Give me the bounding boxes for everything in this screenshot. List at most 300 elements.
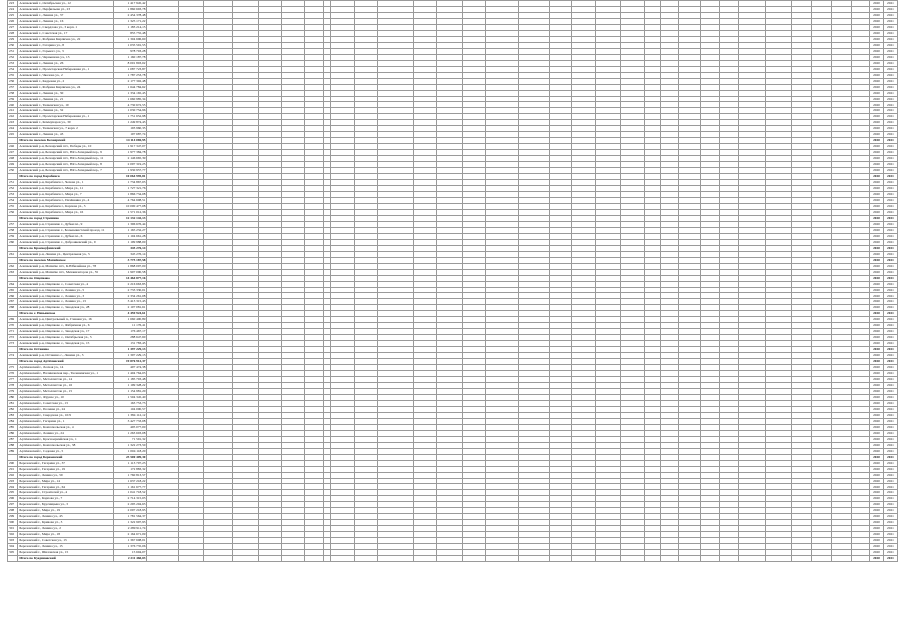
amount-cell xyxy=(549,556,571,562)
year-end-cell: 2021 xyxy=(883,239,897,245)
address-cell: Алапаевский р-н, Центральный п., Главная ул., 16 xyxy=(18,317,114,323)
year-start-cell: 2020 xyxy=(870,394,884,400)
row-number-cell: 241 xyxy=(8,108,18,114)
row-number-cell: 305 xyxy=(8,550,18,556)
address-cell: Итого по Останино xyxy=(18,347,114,353)
year-start-cell: 2020 xyxy=(870,257,884,263)
year-start-cell: 2020 xyxy=(870,36,884,42)
address-cell: Артёмовский г., Фрунзе ул., 10 xyxy=(18,394,114,400)
address-cell: Алапаевский г., Ленина ул., 43 xyxy=(18,132,114,138)
row-number-cell: 249 xyxy=(8,162,18,168)
total-cost-cell: 2 097 319,25 xyxy=(114,162,147,168)
year-start-cell: 2020 xyxy=(870,400,884,406)
total-cost-cell: 1 004 118,20 xyxy=(114,448,147,454)
address-cell: Алапаевский р-н, Ощепково с., Заводская ул., 28 xyxy=(18,305,114,311)
year-end-cell: 2021 xyxy=(883,233,897,239)
year-start-cell: 2020 xyxy=(870,42,884,48)
total-cost-cell: 2 107 081,61 xyxy=(114,305,147,311)
total-cost-cell: 4 459 924,61 xyxy=(114,311,147,317)
total-cost-cell: 3 413 315,43 xyxy=(114,299,147,305)
year-end-cell: 2021 xyxy=(883,359,897,365)
year-start-cell: 2020 xyxy=(870,514,884,520)
year-end-cell: 2021 xyxy=(883,305,897,311)
address-cell: Алапаевский г., Тюменская ул., 10 xyxy=(18,102,114,108)
year-end-cell: 2021 xyxy=(883,186,897,192)
total-cost-cell: 2 295 204,63 xyxy=(114,502,147,508)
year-end-cell: 2021 xyxy=(883,311,897,317)
row-number-cell: 291 xyxy=(8,466,18,472)
total-cost-cell: 1 154 981,20 xyxy=(114,388,147,394)
row-number-cell: 271 xyxy=(8,329,18,335)
total-cost-cell: 1 781 564,37 xyxy=(114,514,147,520)
total-cost-cell: 1 199 988,00 xyxy=(114,239,147,245)
total-cost-cell: 1 760 813,57 xyxy=(114,472,147,478)
total-cost-cell: 19 876 912,37 xyxy=(114,359,147,365)
address-cell: Березовский г., Гагарина ул., 64 xyxy=(18,484,114,490)
address-cell: Алапаевский р-н, Ощепково с., Ленина ул., 13 xyxy=(18,299,114,305)
year-start-cell: 2020 xyxy=(870,281,884,287)
total-cost-cell: 497 474,38 xyxy=(114,365,147,371)
row-number-cell: 264 xyxy=(8,281,18,287)
total-cost-cell: 1 396 676,44 xyxy=(114,221,147,227)
total-cost-cell: 345 276,14 xyxy=(114,245,147,251)
address-cell: Итого по город Стрешино xyxy=(18,215,114,221)
address-cell: Алапаевский г., Горького ул., 3 xyxy=(18,48,114,54)
year-end-cell: 2021 xyxy=(883,263,897,269)
amount-cell xyxy=(720,556,738,562)
address-cell: Артёмовский г., Красноармейская ул., 1 xyxy=(18,436,114,442)
amount-cell xyxy=(766,556,791,562)
address-cell: Алапаевский р-н, Махнёво пгт., К.Юбилейная ул., 78 xyxy=(18,263,114,269)
address-cell: Артёмовский г., Комсомольская ул., 38 xyxy=(18,442,114,448)
year-end-cell: 2021 xyxy=(883,520,897,526)
row-number-cell: 289 xyxy=(8,448,18,454)
row-number-cell xyxy=(8,556,18,562)
year-end-cell: 2021 xyxy=(883,377,897,383)
total-cost-cell: 1 304 696,60 xyxy=(114,36,147,42)
year-end-cell: 2021 xyxy=(883,508,897,514)
row-number-cell: 275 xyxy=(8,365,18,371)
year-end-cell: 2021 xyxy=(883,287,897,293)
year-start-cell: 2020 xyxy=(870,412,884,418)
year-start-cell: 2020 xyxy=(870,269,884,275)
year-end-cell: 2021 xyxy=(883,245,897,251)
year-start-cell: 2020 xyxy=(870,430,884,436)
address-cell: Алапаевский г., Тюменская ул., 7 корп. 2 xyxy=(18,126,114,132)
year-end-cell: 2021 xyxy=(883,317,897,323)
year-end-cell: 2021 xyxy=(883,442,897,448)
row-number-cell: 288 xyxy=(8,442,18,448)
row-number-cell: 298 xyxy=(8,508,18,514)
total-cost-cell: 2 164 671,09 xyxy=(114,532,147,538)
total-cost-cell: 176 467,17 xyxy=(114,329,147,335)
row-number-cell: 228 xyxy=(8,30,18,36)
amount-cell xyxy=(203,556,232,562)
row-number-cell: 267 xyxy=(8,299,18,305)
year-end-cell: 2021 xyxy=(883,526,897,532)
total-cost-cell: 1 041 718,52 xyxy=(114,490,147,496)
amount-cell xyxy=(661,556,678,562)
address-cell: Березовский г., Шиловская ул., 15 xyxy=(18,550,114,556)
address-cell: Березовский г., Брусницына ул., 3 xyxy=(18,502,114,508)
row-number-cell: 265 xyxy=(8,287,18,293)
total-cost-cell: 2 146 665,39 xyxy=(114,156,147,162)
year-start-cell: 2020 xyxy=(870,108,884,114)
year-start-cell: 2020 xyxy=(870,347,884,353)
year-end-cell: 2021 xyxy=(883,412,897,418)
total-cost-cell: 2 454 378,48 xyxy=(114,12,147,18)
year-end-cell: 2021 xyxy=(883,490,897,496)
total-cost-cell: 1 165 232,27 xyxy=(114,227,147,233)
amount-cell xyxy=(463,556,486,562)
year-end-cell: 2021 xyxy=(883,418,897,424)
total-cost-cell: 1 644 784,62 xyxy=(114,84,147,90)
year-end-cell: 2021 xyxy=(883,126,897,132)
year-start-cell: 2020 xyxy=(870,186,884,192)
total-cost-cell: 14 464 877,16 xyxy=(114,275,147,281)
year-start-cell: 2020 xyxy=(870,538,884,544)
row-number-cell: 253 xyxy=(8,192,18,198)
row-number-cell: 232 xyxy=(8,54,18,60)
year-start-cell: 2020 xyxy=(870,221,884,227)
row-number-cell: 287 xyxy=(8,436,18,442)
address-cell: Артёмовский г., Полевая ул., 24 xyxy=(18,406,114,412)
year-start-cell: 2020 xyxy=(870,299,884,305)
total-cost-cell: 495 077,00 xyxy=(114,424,147,430)
address-cell: Алапаевский р-н, Карабинск г., Мира ул., 11 xyxy=(18,186,114,192)
year-end-cell: 2021 xyxy=(883,18,897,24)
year-start-cell: 2020 xyxy=(870,377,884,383)
total-cost-cell: 172 883,32 xyxy=(114,466,147,472)
year-end-cell: 2021 xyxy=(883,496,897,502)
amount-cell xyxy=(354,556,377,562)
total-cost-cell: 71 591,32 xyxy=(114,436,147,442)
address-cell: Алапаевский р-н, Карабинск г., Карпова ул., 3 xyxy=(18,203,114,209)
year-start-cell: 2020 xyxy=(870,150,884,156)
total-cost-cell: 1 325 171,22 xyxy=(114,18,147,24)
row-number-cell: 304 xyxy=(8,544,18,550)
year-start-cell: 2020 xyxy=(870,353,884,359)
address-cell: Алапаевский г., Чкалова ул., 2 xyxy=(18,72,114,78)
amount-cell xyxy=(323,556,330,562)
row-number-cell: 254 xyxy=(8,197,18,203)
amount-cell xyxy=(738,556,766,562)
row-number-cell: 237 xyxy=(8,84,18,90)
year-start-cell: 2020 xyxy=(870,341,884,347)
year-end-cell: 2021 xyxy=(883,66,897,72)
total-cost-cell: 3 427 733,08 xyxy=(114,418,147,424)
row-number-cell: 247 xyxy=(8,150,18,156)
year-start-cell: 2020 xyxy=(870,544,884,550)
total-cost-cell: 1 727 321,76 xyxy=(114,186,147,192)
row-number-cell: 262 xyxy=(8,263,18,269)
row-number-cell: 277 xyxy=(8,377,18,383)
row-number-cell: 270 xyxy=(8,323,18,329)
year-end-cell: 2021 xyxy=(883,60,897,66)
year-end-cell: 2021 xyxy=(883,335,897,341)
year-start-cell: 2020 xyxy=(870,311,884,317)
address-cell: Алапаевский р-н, Ощепково с., Заводская ул., 17 xyxy=(18,329,114,335)
row-number-cell: 284 xyxy=(8,418,18,424)
year-start-cell: 2020 xyxy=(870,203,884,209)
row-number-cell: 279 xyxy=(8,388,18,394)
total-cost-cell: 978 703,28 xyxy=(114,48,147,54)
year-end-cell: 2021 xyxy=(883,400,897,406)
year-end-cell: 2021 xyxy=(883,174,897,180)
total-cost-cell: 1 334 165,45 xyxy=(114,90,147,96)
address-cell: Березовский г., Мира ул., 14 xyxy=(18,478,114,484)
year-end-cell: 2021 xyxy=(883,227,897,233)
year-start-cell: 2020 xyxy=(870,126,884,132)
row-number-cell: 224 xyxy=(8,6,18,12)
year-end-cell: 2021 xyxy=(883,48,897,54)
year-end-cell: 2021 xyxy=(883,96,897,102)
row-number-cell: 229 xyxy=(8,36,18,42)
year-start-cell: 2020 xyxy=(870,162,884,168)
row-number-cell: 272 xyxy=(8,335,18,341)
total-cost-cell: 1 035 591,55 xyxy=(114,42,147,48)
year-end-cell: 2021 xyxy=(883,120,897,126)
year-end-cell: 2021 xyxy=(883,556,897,562)
row-number-cell: 290 xyxy=(8,460,18,466)
row-number-cell: 268 xyxy=(8,305,18,311)
address-cell: Алапаевский г., Свердлова ул., 3 корп. 1 xyxy=(18,24,114,30)
year-start-cell: 2020 xyxy=(870,180,884,186)
total-cost-cell: 1 384 112,12 xyxy=(114,412,147,418)
year-start-cell: 2020 xyxy=(870,168,884,174)
row-number-cell: 303 xyxy=(8,538,18,544)
total-cost-cell: 3 775 187,58 xyxy=(114,257,147,263)
row-number-cell: 256 xyxy=(8,209,18,215)
year-start-cell: 2020 xyxy=(870,48,884,54)
year-start-cell: 2020 xyxy=(870,484,884,490)
year-start-cell: 2020 xyxy=(870,90,884,96)
address-cell: Алапаевский р-н, Ощепково с., Заводская ул., 15 xyxy=(18,341,114,347)
address-cell: Алапаевский р-н, Ленина ул., Центральная ул., 5 xyxy=(18,251,114,257)
amount-cell xyxy=(282,556,305,562)
row-number-cell: 281 xyxy=(8,400,18,406)
row-number-cell: 266 xyxy=(8,293,18,299)
year-start-cell: 2020 xyxy=(870,18,884,24)
address-cell: Алапаевский г., Коммунаров ул., 30 xyxy=(18,120,114,126)
year-end-cell: 2021 xyxy=(883,6,897,12)
total-cost-cell: 1 860 693,78 xyxy=(114,6,147,12)
total-cost-cell: 2 733 330,01 xyxy=(114,287,147,293)
year-start-cell: 2020 xyxy=(870,323,884,329)
row-number-cell: 259 xyxy=(8,233,18,239)
year-start-cell: 2020 xyxy=(870,359,884,365)
address-cell: Итого по Красноуфимский xyxy=(18,245,114,251)
address-cell: Итого по Куединовский xyxy=(18,556,114,562)
row-number-cell: 283 xyxy=(8,412,18,418)
address-cell: Алапаевский г., Ленина ул., 37 xyxy=(18,12,114,18)
row-number-cell: 269 xyxy=(8,317,18,323)
amount-cell xyxy=(232,556,259,562)
year-end-cell: 2021 xyxy=(883,460,897,466)
year-end-cell: 2021 xyxy=(883,341,897,347)
address-cell: Березовский г., Мира ул., 18 xyxy=(18,532,114,538)
amount-cell xyxy=(436,556,463,562)
row-number-cell: 250 xyxy=(8,168,18,174)
year-start-cell: 2020 xyxy=(870,466,884,472)
year-end-cell: 2021 xyxy=(883,72,897,78)
year-start-cell: 2020 xyxy=(870,383,884,389)
year-end-cell: 2021 xyxy=(883,383,897,389)
row-number-cell: 286 xyxy=(8,430,18,436)
row-number-cell: 257 xyxy=(8,221,18,227)
row-number-cell: 260 xyxy=(8,239,18,245)
year-start-cell: 2020 xyxy=(870,365,884,371)
year-start-cell: 2020 xyxy=(870,78,884,84)
year-end-cell: 2021 xyxy=(883,436,897,442)
address-cell: Березовский г., Советская ул., 13 xyxy=(18,538,114,544)
total-cost-cell: 1 322 273,50 xyxy=(114,442,147,448)
year-end-cell: 2021 xyxy=(883,257,897,263)
total-cost-cell: 1 637 218,22 xyxy=(114,478,147,484)
address-cell: Алапаевский р-н, Белоярский пгт., Юго-Западный пер., 9 xyxy=(18,150,114,156)
year-end-cell: 2021 xyxy=(883,388,897,394)
year-end-cell: 2021 xyxy=(883,406,897,412)
year-end-cell: 2021 xyxy=(883,538,897,544)
row-number-cell: 238 xyxy=(8,90,18,96)
row-number-cell: 301 xyxy=(8,526,18,532)
year-end-cell: 2021 xyxy=(883,394,897,400)
address-cell: Алапаевский р-н, Ощепково с., Ленина ул., 5 xyxy=(18,287,114,293)
year-start-cell: 2020 xyxy=(870,293,884,299)
year-end-cell: 2021 xyxy=(883,138,897,144)
row-number-cell: 293 xyxy=(8,478,18,484)
year-start-cell: 2020 xyxy=(870,215,884,221)
total-cost-cell: 1 417 945,42 xyxy=(114,1,147,7)
year-start-cell: 2020 xyxy=(870,239,884,245)
row-number-cell: 280 xyxy=(8,394,18,400)
row-number-cell: 248 xyxy=(8,156,18,162)
year-start-cell: 2020 xyxy=(870,120,884,126)
address-cell: Алапаевский р-н, Останино с., Ленина ул., 3 xyxy=(18,353,114,359)
total-cost-cell: 1 322 997,93 xyxy=(114,520,147,526)
total-cost-cell: 1 660 985,34 xyxy=(114,96,147,102)
year-end-cell: 2021 xyxy=(883,156,897,162)
year-end-cell: 2021 xyxy=(883,102,897,108)
year-start-cell: 2020 xyxy=(870,305,884,311)
year-start-cell: 2020 xyxy=(870,66,884,72)
address-cell: Алапаевский р-н, Ощепково с., Ленина ул., 3 xyxy=(18,293,114,299)
year-start-cell: 2020 xyxy=(870,72,884,78)
address-cell: Артёмовский г., Налимовская пер., Тюленинская ул., 1 xyxy=(18,371,114,377)
year-end-cell: 2021 xyxy=(883,197,897,203)
address-cell: Алапаевский г., Ленина ул., 26 xyxy=(18,60,114,66)
year-end-cell: 2021 xyxy=(883,180,897,186)
year-start-cell: 2020 xyxy=(870,436,884,442)
row-number-cell: 282 xyxy=(8,406,18,412)
total-cost-cell: 1 917 347,07 xyxy=(114,144,147,150)
year-end-cell: 2021 xyxy=(883,532,897,538)
row-number-cell: 240 xyxy=(8,102,18,108)
address-cell: Итого по поселок Белоярский xyxy=(18,138,114,144)
year-end-cell: 2021 xyxy=(883,144,897,150)
row-number-cell: 273 xyxy=(8,341,18,347)
year-start-cell: 2020 xyxy=(870,460,884,466)
amount-cell xyxy=(851,556,869,562)
address-cell: Березовский г., Гагарина ул., 19 xyxy=(18,466,114,472)
address-cell: Итого по с. Невьянское xyxy=(18,311,114,317)
address-cell: Алапаевский г., Ленина ул., 32 xyxy=(18,108,114,114)
year-start-cell: 2020 xyxy=(870,335,884,341)
address-cell: Алапаевский р-н, Карабинск г., Мира ул., 16 xyxy=(18,209,114,215)
year-start-cell: 2020 xyxy=(870,448,884,454)
year-start-cell: 2020 xyxy=(870,478,884,484)
total-cost-cell: 1 504 345,40 xyxy=(114,394,147,400)
amount-cell xyxy=(486,556,518,562)
total-cost-cell: 14 114 069,95 xyxy=(114,138,147,144)
year-end-cell: 2021 xyxy=(883,162,897,168)
row-number-cell: 252 xyxy=(8,186,18,192)
total-cost-cell: 131 783,45 xyxy=(114,341,147,347)
address-cell: Березовский г., Ленина ул., 15 xyxy=(18,544,114,550)
amount-cell xyxy=(645,556,661,562)
address-cell: Алапаевский р-н, Стрешино г., Дубки пл., 9 xyxy=(18,221,114,227)
subtotal-row xyxy=(8,556,898,562)
year-end-cell: 2021 xyxy=(883,544,897,550)
total-cost-cell: 1 030 754,96 xyxy=(114,108,147,114)
year-start-cell: 2020 xyxy=(870,472,884,478)
row-number-cell: 294 xyxy=(8,484,18,490)
total-cost-cell: 1 161 677,77 xyxy=(114,484,147,490)
year-start-cell: 2020 xyxy=(870,454,884,460)
year-end-cell: 2021 xyxy=(883,108,897,114)
total-cost-cell: 1 104 661,28 xyxy=(114,233,147,239)
address-cell: Артёмовский г., Металлистов ул., 15 xyxy=(18,388,114,394)
row-number-cell: 235 xyxy=(8,72,18,78)
total-cost-cell: 1 185 703,48 xyxy=(114,377,147,383)
total-cost-cell: 345 276,14 xyxy=(114,251,147,257)
capital-repair-table xyxy=(7,0,898,562)
total-cost-cell: 15 604,07 xyxy=(114,550,147,556)
year-start-cell: 2020 xyxy=(870,102,884,108)
year-start-cell: 2020 xyxy=(870,275,884,281)
row-number-cell: 302 xyxy=(8,532,18,538)
year-start-cell: 2020 xyxy=(870,138,884,144)
total-cost-cell: 1 376 735,06 xyxy=(114,544,147,550)
total-cost-cell: 1 660 400,89 xyxy=(114,317,147,323)
row-number-cell: 292 xyxy=(8,472,18,478)
address-cell: Итого по город Артёмовский xyxy=(18,359,114,365)
year-start-cell: 2020 xyxy=(870,132,884,138)
year-end-cell: 2021 xyxy=(883,84,897,90)
total-cost-cell: 197 687,74 xyxy=(114,132,147,138)
year-end-cell: 2021 xyxy=(883,484,897,490)
address-cell: Артёмовский г., Садовая ул., 5 xyxy=(18,448,114,454)
address-cell: Березовский г., Ленина ул., 2 xyxy=(18,526,114,532)
year-end-cell: 2021 xyxy=(883,221,897,227)
year-start-cell: 2020 xyxy=(870,532,884,538)
total-cost-cell: 4 764 608,51 xyxy=(114,197,147,203)
total-cost-cell: 2 714 315,03 xyxy=(114,496,147,502)
year-start-cell: 2020 xyxy=(870,156,884,162)
address-cell: Березовский г., Строителей ул., 4 xyxy=(18,490,114,496)
year-end-cell: 2021 xyxy=(883,430,897,436)
total-cost-cell: 4 730 672,55 xyxy=(114,102,147,108)
year-start-cell: 2020 xyxy=(870,30,884,36)
year-end-cell: 2021 xyxy=(883,478,897,484)
year-start-cell: 2020 xyxy=(870,1,884,7)
year-start-cell: 2020 xyxy=(870,84,884,90)
year-start-cell: 2020 xyxy=(870,496,884,502)
year-end-cell: 2021 xyxy=(883,251,897,257)
blank-margin xyxy=(0,606,904,639)
address-cell: Алапаевский г., Ленина ул., 30 xyxy=(18,90,114,96)
year-end-cell: 2021 xyxy=(883,466,897,472)
